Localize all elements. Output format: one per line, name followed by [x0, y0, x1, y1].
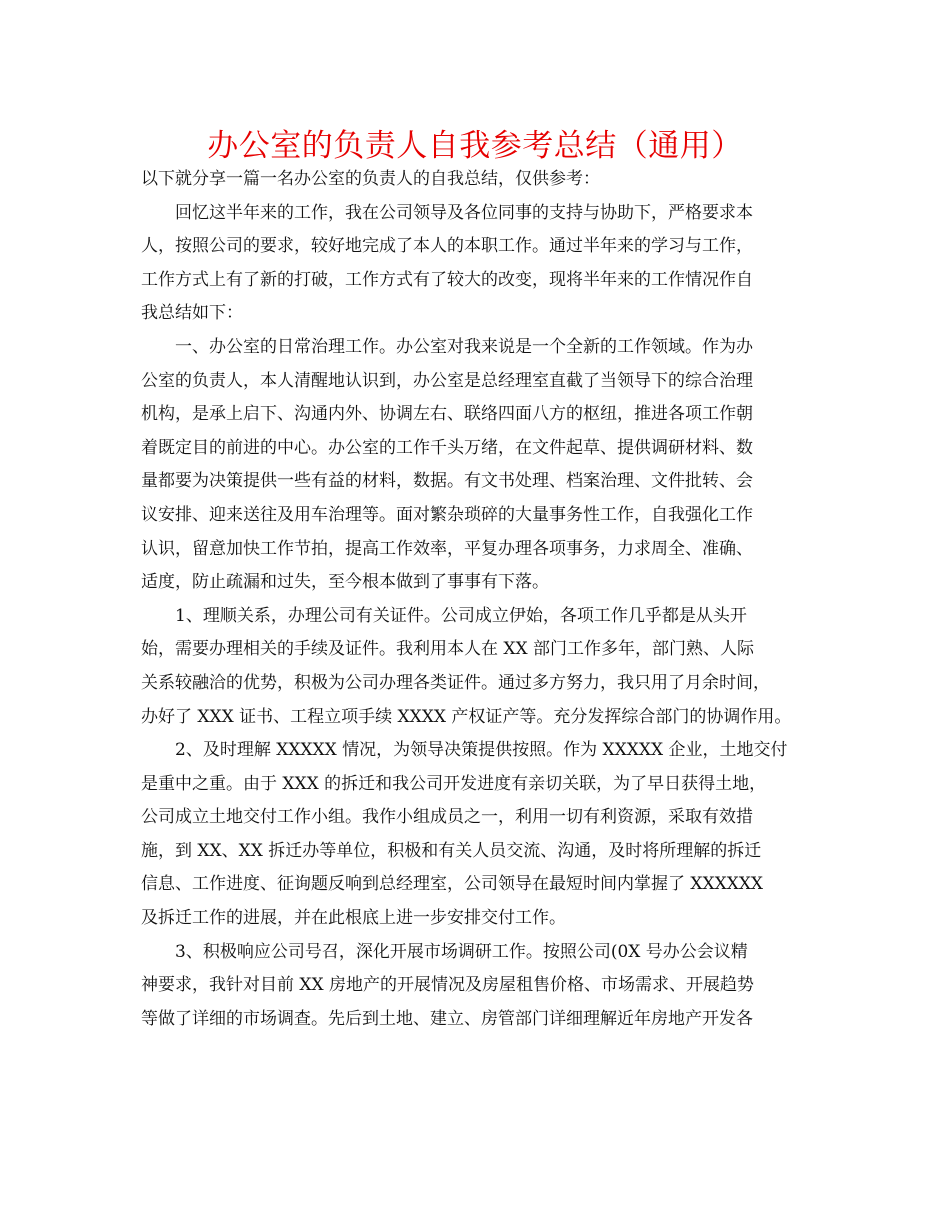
paragraph-line: 信息、工作进度、征询题反响到总经理室，公司领导在最短时间内掌握了 XXXXXX [141, 874, 764, 895]
paragraph-line: 始，需要办理相关的手续及证件。我利用本人在 XX 部门工作多年，部门熟、人际 [141, 639, 755, 660]
paragraph-line: 2、及时理解 XXXXX 情况，为领导决策提供按照。作为 XXXXX 企业，土地交付 [175, 740, 788, 761]
paragraph-line: 我总结如下： [141, 303, 243, 324]
paragraph-market-research [141, 936, 813, 1037]
paragraph-review [141, 197, 813, 331]
document-body [141, 163, 813, 1036]
paragraph-line: 认识，留意加快工作节拍，提高工作效率，平复办理各项事务，力求周全、准确、 [141, 538, 753, 559]
paragraph-line: 量都要为决策提供一些有益的材料，数据。有文书处理、档案治理、文件批转、会 [141, 471, 753, 492]
paragraph-line: 施，到 XX、XX 拆迁办等单位，积极和有关人员交流、沟通，及时将所理解的拆迁 [141, 840, 762, 861]
intro-line: 以下就分享一篇一名办公室的负责人的自我总结，仅供参考： [141, 169, 600, 189]
paragraph-line: 人，按照公司的要求，较好地完成了本人的本职工作。通过半年来的学习与工作， [141, 236, 753, 257]
paragraph-line: 关系较融洽的优势，积极为公司办理各类证件。通过多方努力，我只用了月余时间， [141, 672, 770, 693]
paragraph-line: 公室的负责人，本人清醒地认识到，办公室是总经理室直截了当领导下的综合治理 [141, 370, 753, 391]
paragraph-office-management [141, 331, 813, 600]
intro-paragraph [141, 163, 813, 197]
paragraph-line: 工作方式上有了新的打破，工作方式有了较大的改变，现将半年来的工作情况作自 [141, 269, 753, 290]
paragraph-line: 着既定目的前进的中心。办公室的工作千头万绪，在文件起草、提供调研材料、数 [141, 437, 753, 458]
paragraph-line: 是重中之重。由于 XXX 的拆迁和我公司开发进度有亲切关联，为了早日获得土地， [141, 773, 767, 794]
paragraph-line: 机构，是承上启下、沟通内外、协调左右、联络四面八方的枢纽，推进各项工作朝 [141, 404, 753, 425]
paragraph-line: 公司成立土地交付工作小组。我作小组成员之一，利用一切有利资源，采取有效措 [141, 807, 753, 828]
paragraph-line: 适度，防止疏漏和过失，至今根本做到了事事有下落。 [141, 572, 549, 593]
paragraph-land-delivery [141, 734, 813, 936]
document-title: 办公室的负责人自我参考总结（通用） [207, 128, 743, 164]
paragraph-line: 办好了 XXX 证书、工程立项手续 XXXX 产权证产等。充分发挥综合部门的协调作用。 [141, 706, 792, 727]
paragraph-line: 议安排、迎来送往及用车治理等。面对繁杂琐碎的大量事务性工作，自我强化工作 [141, 504, 753, 525]
paragraph-line: 回忆这半年来的工作，我在公司领导及各位同事的支持与协助下，严格要求本 [175, 202, 753, 223]
paragraph-line: 3、积极响应公司号召，深化开展市场调研工作。按照公司(0X 号办公会议精 [175, 941, 748, 962]
paragraph-line: 及拆迁工作的进展，并在此根底上进一步安排交付工作。 [141, 908, 566, 929]
paragraph-certificates [141, 600, 813, 734]
paragraph-line: 等做了详细的市场调查。先后到土地、建立、房管部门详细理解近年房地产开发各 [141, 1008, 753, 1029]
paragraph-line: 神要求，我针对目前 XX 房地产的开展情况及房屋租售价格、市场需求、开展趋势 [141, 975, 755, 996]
paragraph-line: 一、办公室的日常治理工作。办公室对我来说是一个全新的工作领域。作为办 [175, 336, 753, 357]
paragraph-line: 1、理顺关系，办理公司有关证件。公司成立伊始，各项工作几乎都是从头开 [175, 605, 747, 626]
